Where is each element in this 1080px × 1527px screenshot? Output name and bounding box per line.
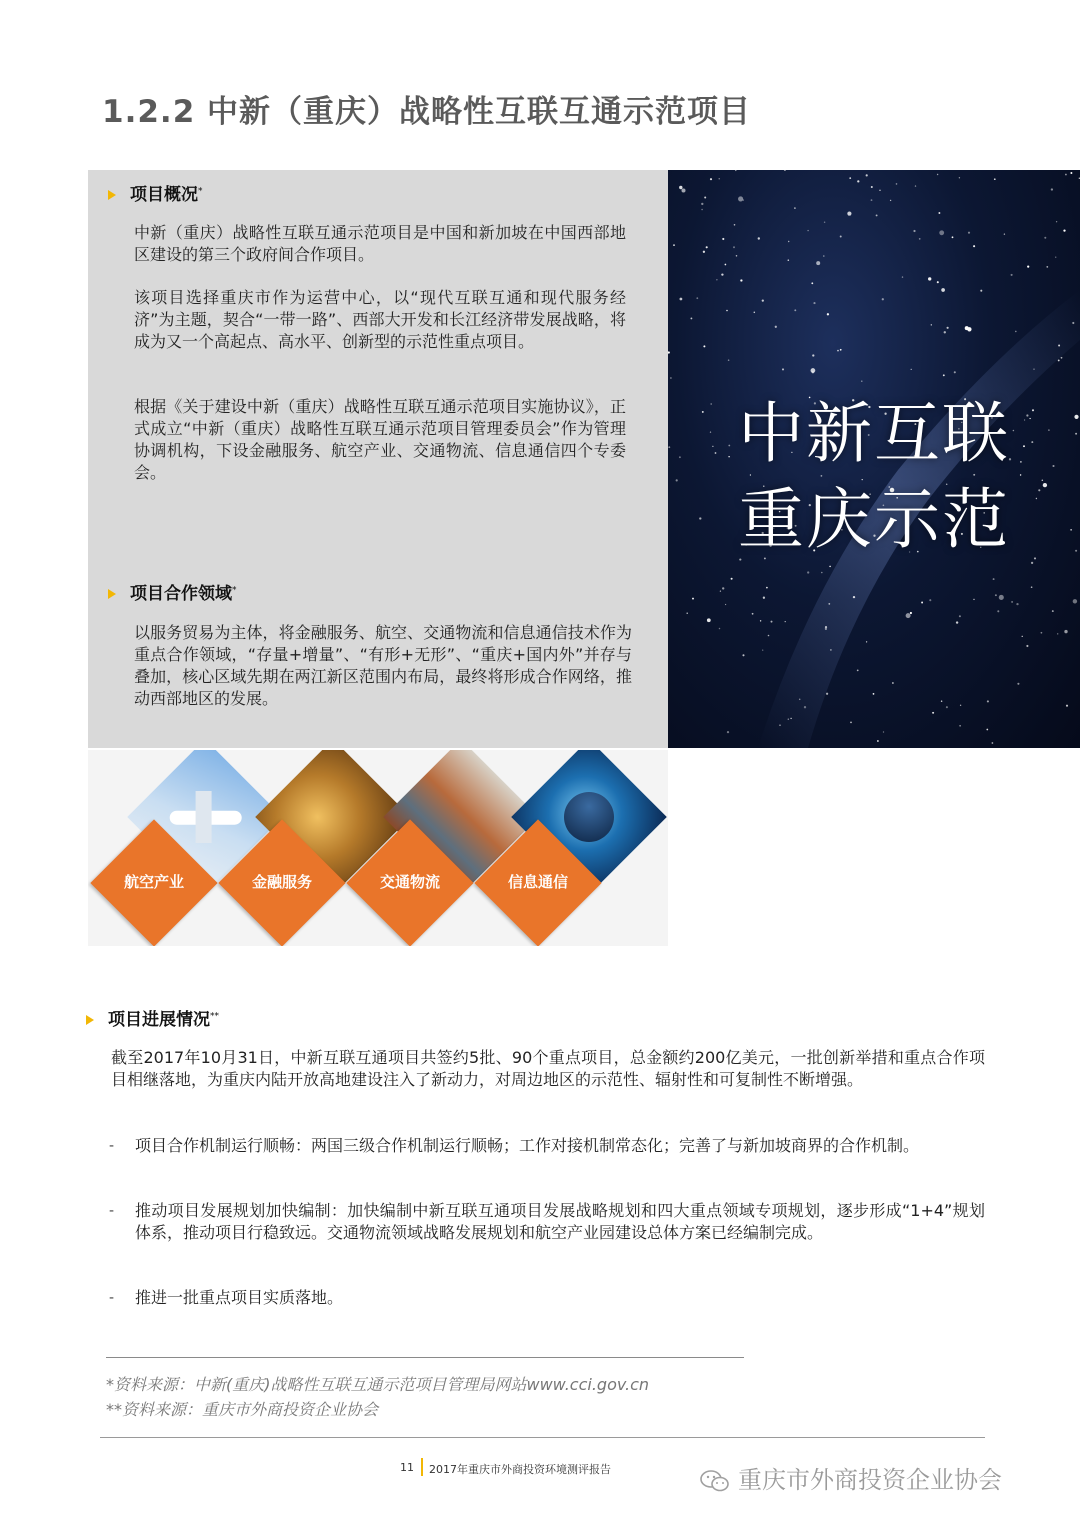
wechat-icon	[700, 1469, 730, 1493]
hero-headline-line-2: 重庆示范	[738, 481, 1010, 558]
sector-label-logistics: 交通物流	[379, 873, 440, 891]
bullet-dash: -	[109, 1138, 115, 1154]
triangle-bullet-icon	[108, 589, 116, 599]
footnote-mark: *	[198, 186, 203, 197]
progress-heading	[86, 1005, 219, 1030]
footer-accent-bar	[421, 1458, 423, 1476]
triangle-bullet-icon	[86, 1015, 94, 1025]
progress-heading-text: 项目进展情况	[108, 1010, 210, 1030]
cooperation-heading-text: 项目合作领域	[130, 584, 232, 604]
cooperation-paragraph: 以服务贸易为主体，将金融服务、航空、交通物流和信息通信技术作为重点合作领域，“存量+增量”、“有形+无形”、“重庆+国内外”并存与叠加，核心区域先期在两江新区范围内布局，最终将形成合作网络，推动西部地区的发展。	[134, 623, 632, 708]
cooperation-heading	[108, 579, 237, 604]
progress-bullet-3: 推进一批重点项目实质落地。	[135, 1288, 344, 1307]
hero-starfield-image	[668, 170, 1080, 748]
progress-bullet-2: 推动项目发展规划加快编制：加快编制中新互联互通项目发展战略规划和四大重点领域专项规划，逐步形成“1+4”规划体系，推动项目行稳致远。交通物流领域战略发展规划和航空产业园建设总体方案已经编制完成。	[135, 1201, 985, 1242]
overview-paragraph-3: 根据《关于建设中新（重庆）战略性互联互通示范项目实施协议》，正式成立“中新（重庆）战略性互联互通示范项目管理委员会”作为管理协调机构，下设金融服务、航空产业、交通物流、信息通信四个专委会。	[134, 397, 626, 482]
progress-intro: 截至2017年10月31日，中新互联互通项目共签约5批、90个重点项目，总金额约200亿美元，一批创新举措和重点合作项目相继落地，为重庆内陆开放高地建设注入了新动力，对周边地区的示范性、辐射性和可复制性不断增强。	[111, 1048, 985, 1089]
wechat-account-name: 重庆市外商投资企业协会	[738, 1466, 1002, 1494]
overview-heading	[108, 180, 203, 205]
footnote-mark: *	[232, 585, 237, 596]
bullet-dash: -	[109, 1203, 115, 1219]
source-divider	[106, 1357, 744, 1358]
report-title: 2017年重庆市外商投资环境测评报告	[429, 1463, 611, 1476]
overview-paragraph-2: 该项目选择重庆市作为运营中心，以“现代互联互通和现代服务经济”为主题，契合“一带一路”、西部大开发和长江经济带发展战略，将成为又一个高起点、高水平、创新型的示范性重点项目。	[134, 288, 626, 351]
overview-paragraph-1: 中新（重庆）战略性互联互通示范项目是中国和新加坡在中国西部地区建设的第三个政府间合作项目。	[134, 223, 626, 264]
wechat-watermark	[700, 1460, 1002, 1495]
hero-headline-line-1: 中新互联	[738, 395, 1010, 472]
footnote-mark: **	[210, 1011, 219, 1022]
source-note-2: **资料来源：重庆市外商投资企业协会	[106, 1400, 379, 1419]
bullet-dash: -	[109, 1290, 115, 1306]
progress-bullet-1: 项目合作机制运行顺畅：两国三级合作机制运行顺畅；工作对接机制常态化；完善了与新加坡商界的合作机制。	[135, 1136, 920, 1155]
triangle-bullet-icon	[108, 190, 116, 200]
sector-label-finance: 金融服务	[251, 873, 312, 891]
page-title: 1.2.2 中新（重庆）战略性互联互通示范项目	[102, 94, 752, 130]
overview-heading-text: 项目概况	[130, 185, 198, 205]
page-number: 11	[400, 1461, 414, 1474]
sector-diamond-strip	[88, 750, 668, 946]
footer-divider	[100, 1437, 985, 1438]
sector-label-ict: 信息通信	[507, 873, 568, 891]
sector-label-aviation: 航空产业	[123, 873, 184, 891]
source-note-1: *资料来源：中新(重庆)战略性互联互通示范项目管理局网站www.cci.gov.cn	[106, 1375, 650, 1394]
